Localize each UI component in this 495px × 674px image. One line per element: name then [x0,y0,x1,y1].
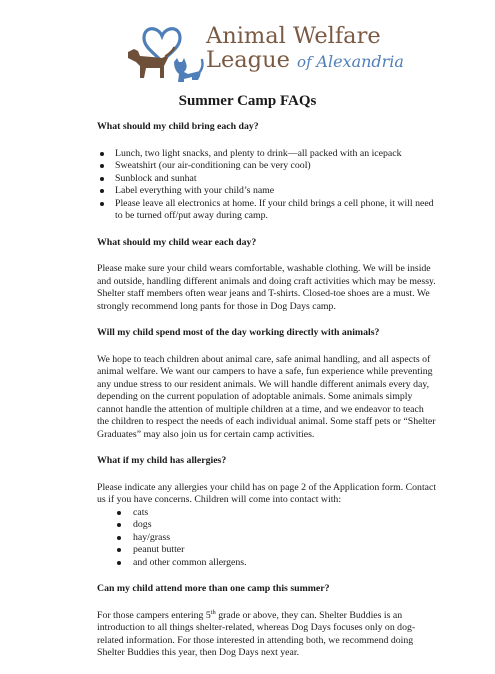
question-wear: What should my child wear each day? [97,236,257,248]
faq-content [97,121,437,674]
page-title: Summer Camp FAQs [178,93,317,109]
org-name-league: League [206,47,298,73]
answer-part: grade or above, they can. Shelter Buddies is an introduction to all things shelter-related, whereas Dog Days focuses only on dog-related information. For those interested in attending both, we recommend doing Shelter Buddies this year, then Dog Days next year. [97,609,416,658]
ordinal-suffix: th [210,608,216,616]
question-allergies: What if my child has allergies? [97,455,227,466]
answer-allergies: Please indicate any allergies your child has on page 2 of the Application form. Contact us if you have concerns. Children will come into contact with: [97,481,437,505]
answer-wear: Please make sure your child wears comfortable, washable clothing. We will be inside and outside, handling different animals and doing craft activities which may be messy. Shelter staff members often wear jeans and T-shirts. Closed-toe shoes are a must. We strongly recommend long pants for those in Dog Days camp. [97,263,436,312]
list-item: Label everything with your child’s name [97,185,437,198]
list-item: hay/grass [97,532,437,545]
list-item: Please leave all electronics at home. If your child brings a cell phone, it will need to be turned off/put away during camp. [97,198,437,223]
list-item: Sunblock and sunhat [97,173,437,186]
list-item: and other common allergens. [97,557,437,570]
org-name-line2 [206,48,404,74]
org-name-city: Alexandria [316,52,404,71]
question-multiple-camps: Can my child attend more than one camp this summer? [97,583,330,594]
question-animals: Will my child spend most of the day working directly with animals? [97,327,380,338]
list-item: dogs [97,519,437,532]
list-item: Lunch, two light snacks, and plenty to drink—all packed with an icepack [97,148,437,161]
question-bring: What should my child bring each day? [97,121,259,132]
org-name-of: of [297,53,317,71]
bring-list [97,148,437,223]
answer-animals: We hope to teach children about animal care, safe animal handling, and all aspects of animal welfare. We want our campers to have a safe, fun experience while preventing any undue stress to our resident animals. We will handle different animals every day, depending on the current population of adoptable animals. Some animals simply cannot handle the attention of multiple children at a time, and we endeavor to teach the children to respect the needs of each individual animal. Some staff pets or “Shelter Graduates” may also join us for certain camp activities. [97,353,436,440]
list-item: Sweatshirt (our air-conditioning can be very cool) [97,160,437,173]
org-name [206,24,404,74]
list-item: cats [97,507,437,520]
list-item: peanut butter [97,544,437,557]
answer-part: For those campers entering 5 [97,609,211,621]
answer-multiple-camps [97,610,437,660]
allergens-list [97,507,437,570]
dog-and-cat-heart-icon [122,22,206,86]
org-name-line1: Animal Welfare [206,23,381,49]
